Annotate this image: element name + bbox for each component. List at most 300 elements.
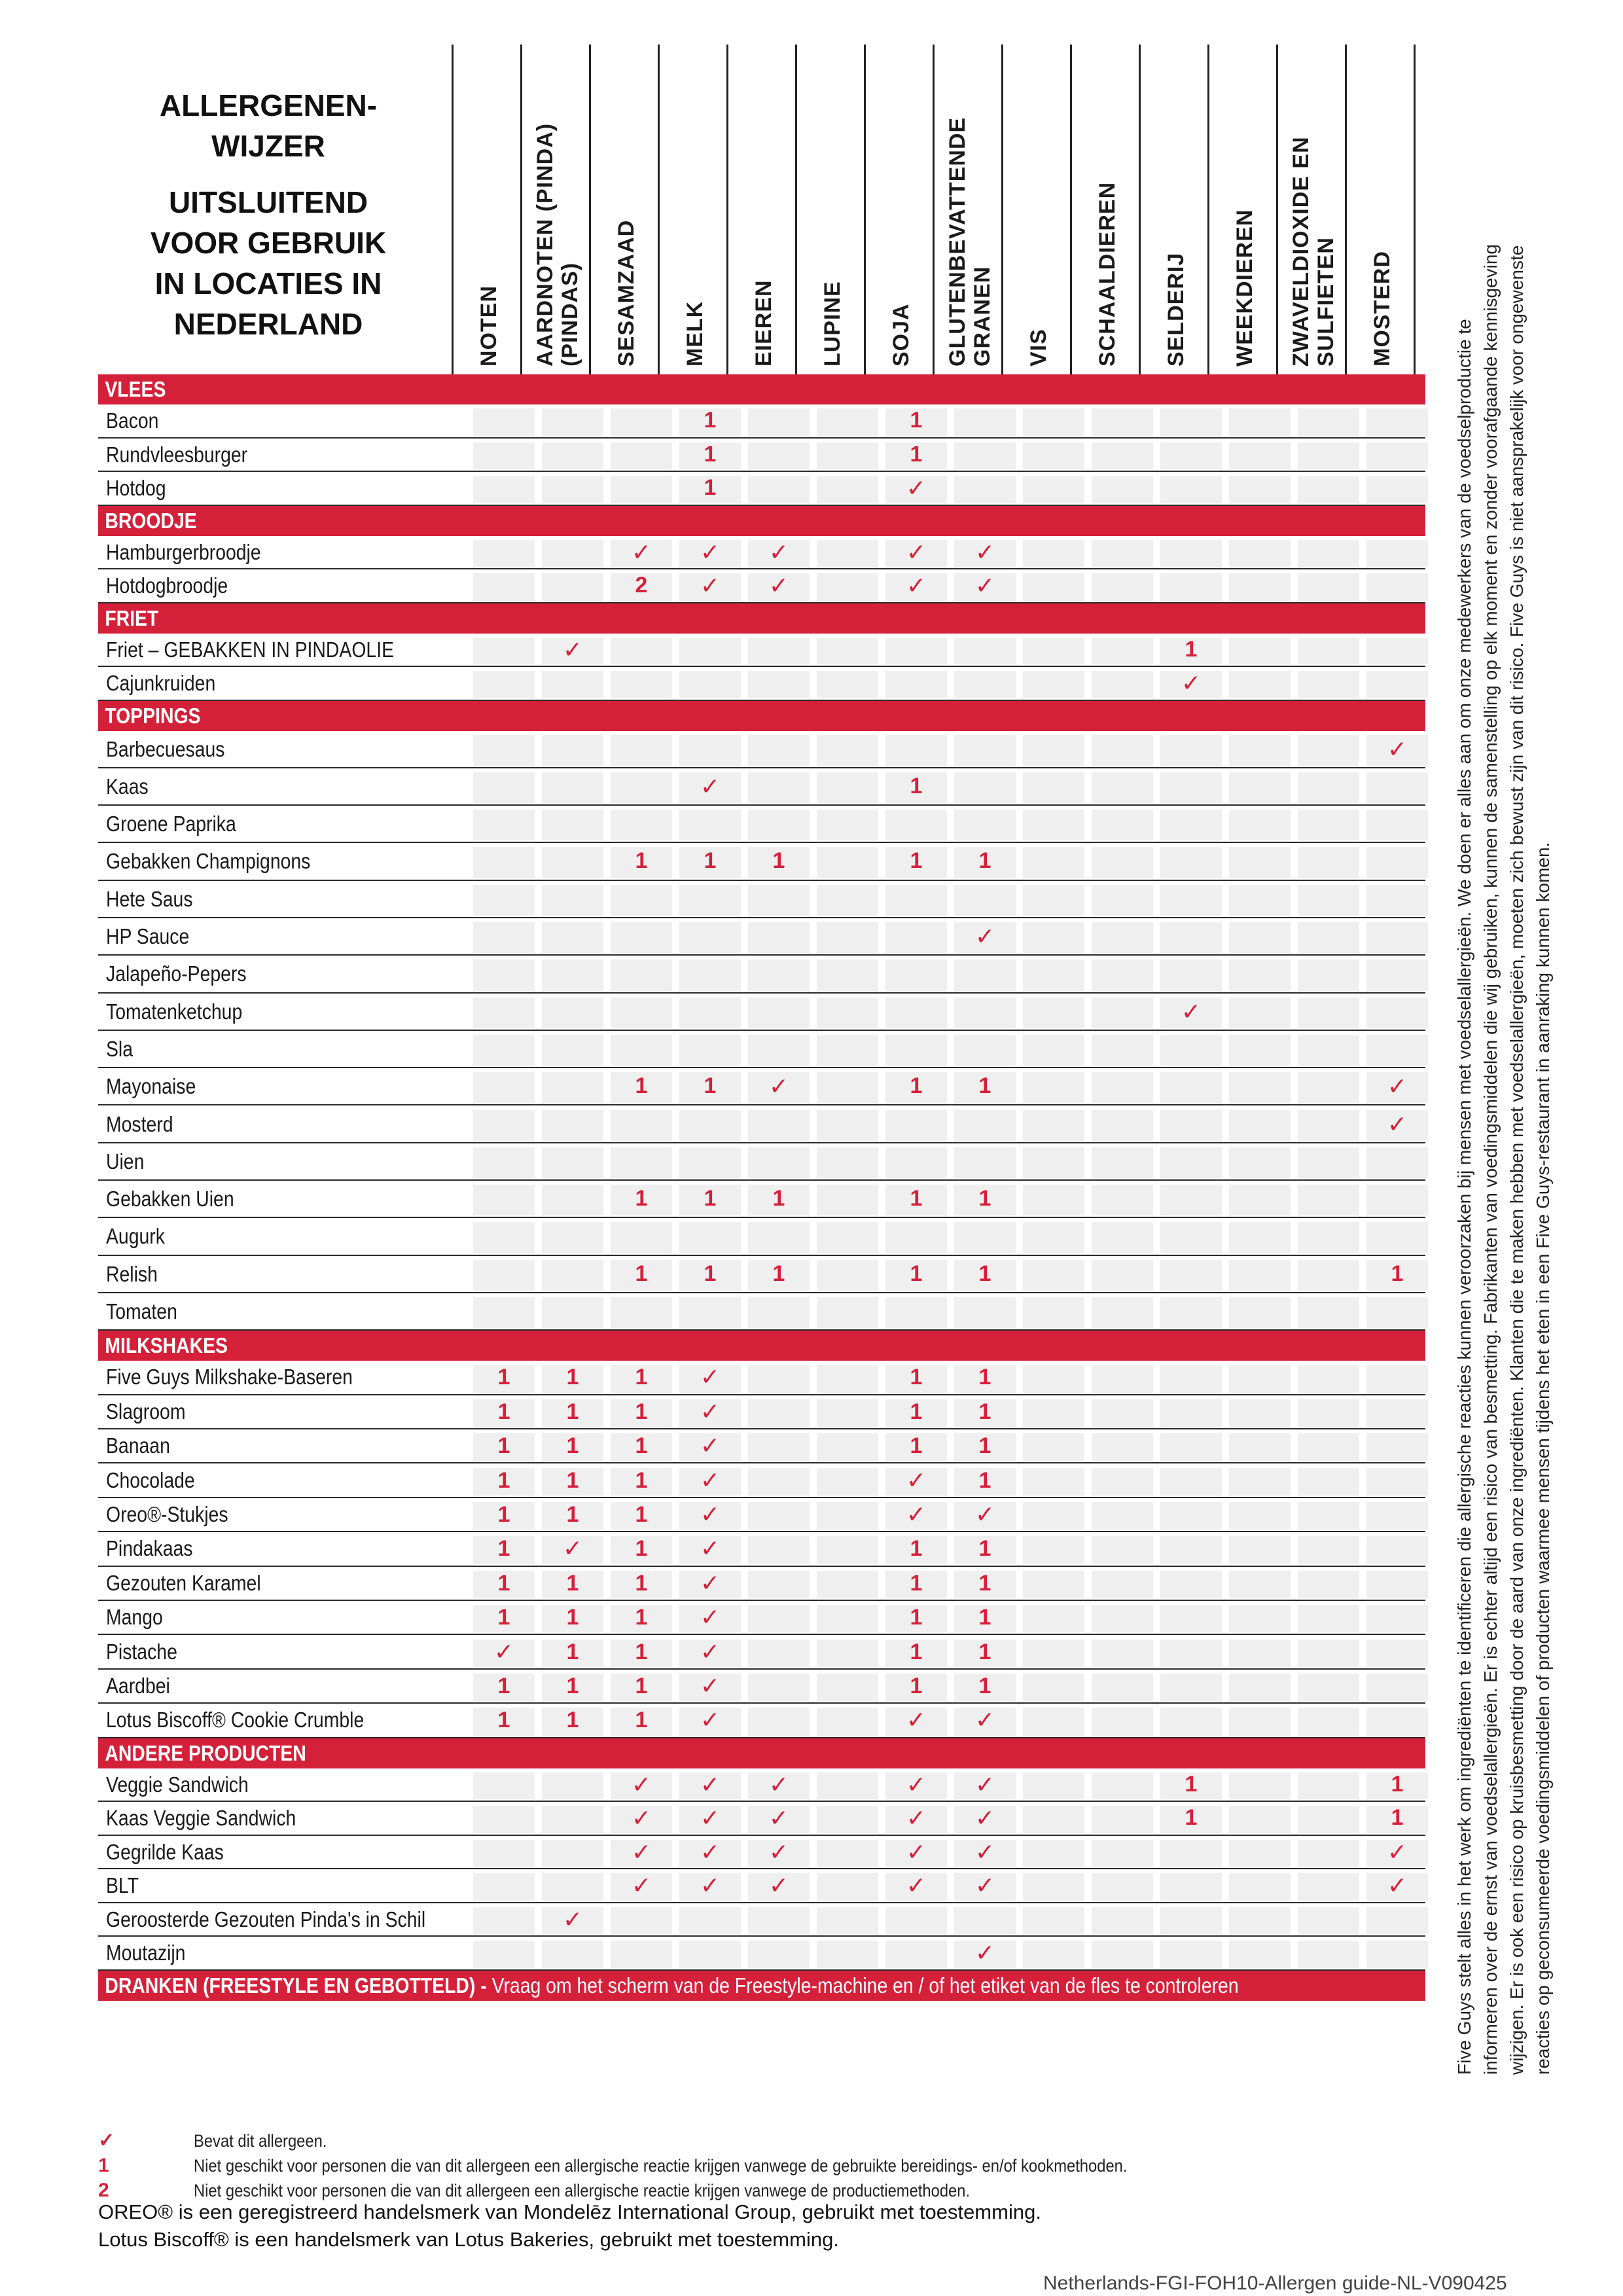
- allergen-cell: [954, 997, 1016, 1028]
- allergen-cell: [954, 637, 1016, 665]
- allergen-cell: [817, 1260, 878, 1291]
- allergen-cell: [542, 476, 603, 503]
- row-label: Cajunkruiden: [106, 671, 216, 695]
- allergen-cell: [1229, 1873, 1291, 1901]
- allergen-code: 1: [978, 1536, 991, 1562]
- allergen-code: 1: [704, 475, 717, 500]
- table-row: [98, 1567, 1425, 1601]
- table-row: [98, 439, 1425, 473]
- allergen-cell: [885, 1110, 947, 1141]
- allergen-code: 1: [910, 1570, 923, 1596]
- allergen-cell: [1160, 1840, 1222, 1867]
- allergen-code: 1: [497, 1501, 510, 1527]
- allergen-cell: [1023, 1772, 1084, 1800]
- allergen-cell: [748, 772, 810, 803]
- column-divider: [795, 45, 797, 374]
- allergen-code: 1: [910, 1639, 923, 1664]
- allergen-code: 1: [497, 1605, 510, 1630]
- allergen-cell: [611, 476, 672, 503]
- row-label: Kaas Veggie Sandwich: [106, 1806, 296, 1831]
- allergen-cell: [817, 772, 878, 803]
- allergen-code: 1: [497, 1570, 510, 1596]
- allergen-cell: [817, 1433, 878, 1461]
- check-icon: ✓: [562, 636, 583, 663]
- allergen-cell: [1023, 408, 1084, 436]
- allergen-column-headers: [452, 45, 1425, 374]
- table-row: [98, 536, 1425, 570]
- allergen-cell: [1298, 1222, 1359, 1253]
- allergen-cell: [1092, 1674, 1153, 1701]
- allergen-cell: [1160, 540, 1222, 567]
- check-icon: ✓: [1181, 670, 1202, 696]
- allergen-code: 1: [978, 1639, 991, 1664]
- allergen-cell: [1160, 1035, 1222, 1066]
- allergen-cell: [679, 1110, 741, 1141]
- allergen-cell: [1298, 408, 1359, 436]
- allergen-cell: [1092, 476, 1153, 503]
- allergen-cell: [1298, 1433, 1359, 1461]
- allergen-cell: [748, 1297, 810, 1328]
- check-icon: ✓: [906, 1500, 927, 1528]
- column-divider: [452, 45, 454, 374]
- allergen-cell: [1023, 1399, 1084, 1427]
- allergen-cell: [748, 637, 810, 665]
- check-icon: ✓: [631, 1838, 652, 1865]
- allergen-cell: [1366, 810, 1428, 840]
- row-label: Aardbei: [106, 1673, 170, 1698]
- allergen-cell: [1366, 637, 1428, 665]
- allergen-cell: [748, 1605, 810, 1632]
- allergen-cell: [1229, 735, 1291, 766]
- row-label: Oreo®-Stukjes: [106, 1501, 228, 1526]
- column-header: [1276, 45, 1345, 374]
- allergen-cell: [1160, 1222, 1222, 1253]
- allergen-code: 1: [1391, 1805, 1404, 1831]
- allergen-cell: [542, 540, 603, 567]
- allergen-cell: [1366, 772, 1428, 803]
- allergen-cell: [1229, 1840, 1291, 1867]
- check-icon: ✓: [768, 572, 789, 599]
- allergen-cell: [1160, 1536, 1222, 1564]
- allergen-code: 1: [1391, 1771, 1404, 1797]
- allergen-cell: [1298, 1571, 1359, 1598]
- allergen-cell: [1023, 1035, 1084, 1066]
- allergen-cell: [817, 476, 878, 503]
- allergen-cell: [1366, 1536, 1428, 1564]
- column-divider: [520, 45, 522, 374]
- table-row: [98, 1181, 1425, 1218]
- row-label: Tomatenketchup: [106, 999, 243, 1024]
- allergen-cell: [1160, 1260, 1222, 1291]
- row-label: Gebakken Champignons: [106, 849, 311, 874]
- allergen-cell: [885, 997, 947, 1028]
- allergen-cell: [1023, 1222, 1084, 1253]
- check-icon: ✓: [906, 1466, 927, 1494]
- row-label: Sla: [106, 1036, 134, 1061]
- check-icon: ✓: [700, 1838, 721, 1865]
- allergen-code: 1: [910, 1073, 923, 1099]
- allergen-code: 1: [635, 1639, 648, 1664]
- allergen-cell: [817, 885, 878, 916]
- allergen-cell: [1092, 1873, 1153, 1901]
- allergen-code: 1: [497, 1467, 510, 1493]
- allergen-cell: [1092, 1772, 1153, 1800]
- allergen-code: 1: [497, 1708, 510, 1733]
- allergen-code: 1: [910, 441, 923, 467]
- allergen-cell: [611, 885, 672, 916]
- allergen-cell: [1023, 476, 1084, 503]
- legend-symbol: 1: [98, 2155, 109, 2176]
- row-label: Gegrilde Kaas: [106, 1839, 224, 1864]
- check-icon: ✓: [906, 1872, 927, 1899]
- allergen-cell: [1229, 1772, 1291, 1800]
- allergen-cell: [1160, 1571, 1222, 1598]
- allergen-code: 1: [910, 1673, 923, 1698]
- allergen-cell: [748, 1222, 810, 1253]
- table-row: [98, 1802, 1425, 1836]
- check-icon: ✓: [974, 1939, 995, 1967]
- allergen-cell: [1298, 1297, 1359, 1328]
- check-icon: ✓: [768, 1073, 789, 1100]
- check-icon: ✓: [700, 1706, 721, 1734]
- table-row: [98, 1498, 1425, 1532]
- allergen-code: 1: [910, 1365, 923, 1390]
- allergen-cell: [1023, 1468, 1084, 1496]
- allergen-cell: [1366, 671, 1428, 698]
- table-row: [98, 918, 1425, 956]
- allergen-cell: [1023, 1941, 1084, 1968]
- check-icon: ✓: [974, 1804, 995, 1832]
- row-label: Bacon: [106, 408, 159, 433]
- allergen-cell: [1298, 810, 1359, 840]
- check-icon: ✓: [974, 1706, 995, 1734]
- allergen-code: 1: [635, 848, 648, 874]
- allergen-cell: [817, 1536, 878, 1564]
- allergen-cell: [542, 1260, 603, 1291]
- allergen-cell: [817, 1640, 878, 1667]
- row-label: Banaan: [106, 1433, 170, 1458]
- check-icon: ✓: [700, 1500, 721, 1528]
- row-label: Hete Saus: [106, 886, 193, 911]
- allergen-cell: [1298, 922, 1359, 953]
- allergen-cell: [1092, 1536, 1153, 1564]
- check-icon: ✓: [974, 1872, 995, 1899]
- allergen-cell: [473, 1806, 535, 1833]
- allergen-cell: [885, 671, 947, 698]
- title-line-4: VOOR GEBRUIK: [150, 226, 387, 260]
- column-header-label: EIEREN: [751, 279, 776, 367]
- allergen-cell: [611, 997, 672, 1028]
- allergen-cell: [1298, 1907, 1359, 1935]
- allergen-cell: [542, 810, 603, 840]
- check-icon: ✓: [700, 1363, 721, 1391]
- allergen-cell: [817, 1806, 878, 1833]
- title-line-5: IN LOCATIES IN: [154, 266, 382, 300]
- allergen-code: 1: [910, 848, 923, 874]
- table-row: [98, 881, 1425, 918]
- allergen-cell: [817, 671, 878, 698]
- allergen-cell: [817, 810, 878, 840]
- allergen-cell: [1229, 997, 1291, 1028]
- title-line-2: WIJZER: [211, 129, 325, 163]
- table-row: [98, 1704, 1425, 1738]
- row-label: Groene Paprika: [106, 812, 236, 836]
- allergen-cell: [1229, 1147, 1291, 1178]
- check-icon: ✓: [906, 1706, 927, 1734]
- allergen-cell: [1229, 476, 1291, 503]
- allergen-cell: [1092, 772, 1153, 803]
- allergen-code: 1: [566, 1570, 579, 1596]
- allergen-code: 1: [635, 1433, 648, 1459]
- allergen-cell: [817, 1468, 878, 1496]
- allergen-cell: [1298, 1110, 1359, 1141]
- row-label: Hotdogbroodje: [106, 573, 228, 598]
- allergen-cell: [679, 922, 741, 953]
- allergen-cell: [1298, 1605, 1359, 1632]
- allergen-cell: [1366, 1708, 1428, 1735]
- allergen-cell: [611, 922, 672, 953]
- table-row: [98, 768, 1425, 806]
- allergen-cell: [1023, 540, 1084, 567]
- allergen-cell: [542, 1941, 603, 1968]
- row-label: Uien: [106, 1149, 145, 1174]
- allergen-cell: [473, 1840, 535, 1867]
- allergen-cell: [1092, 408, 1153, 436]
- allergen-cell: [1023, 847, 1084, 878]
- allergen-cell: [748, 408, 810, 436]
- allergen-cell: [954, 810, 1016, 840]
- allergen-cell: [1160, 1399, 1222, 1427]
- title-line-3: UITSLUITEND: [168, 185, 368, 219]
- allergen-cell: [1229, 1806, 1291, 1833]
- column-header-label: AARDNOTEN (PINDA) (PINDAS): [532, 122, 582, 367]
- check-icon: ✓: [906, 1770, 927, 1798]
- column-divider: [864, 45, 866, 374]
- allergen-cell: [679, 997, 741, 1028]
- allergen-code: 1: [978, 1399, 991, 1424]
- allergen-cell: [542, 1806, 603, 1833]
- allergen-cell: [1366, 1035, 1428, 1066]
- allergen-cell: [817, 1772, 878, 1800]
- allergen-cell: [1023, 1433, 1084, 1461]
- allergen-cell: [1229, 1110, 1291, 1141]
- allergen-cell: [542, 573, 603, 601]
- allergen-cell: [817, 1072, 878, 1103]
- allergen-cell: [817, 540, 878, 567]
- check-icon: ✓: [700, 1466, 721, 1494]
- allergen-cell: [1023, 772, 1084, 803]
- column-header: [795, 45, 864, 374]
- allergen-cell: [473, 671, 535, 698]
- allergen-code: 1: [497, 1536, 510, 1562]
- allergen-cell: [1229, 540, 1291, 567]
- allergen-cell: [473, 1147, 535, 1178]
- check-icon: ✓: [98, 2130, 115, 2151]
- allergen-cell: [1298, 1640, 1359, 1667]
- table-row: [98, 472, 1425, 506]
- row-label: Lotus Biscoff® Cookie Crumble: [106, 1708, 365, 1732]
- check-icon: ✓: [974, 538, 995, 565]
- row-label: Augurk: [106, 1224, 165, 1249]
- allergen-cell: [1160, 573, 1222, 601]
- allergen-cell: [1023, 922, 1084, 953]
- allergen-code: 1: [704, 441, 717, 467]
- allergen-cell: [1023, 1185, 1084, 1215]
- row-label: Gebakken Uien: [106, 1187, 234, 1211]
- check-icon: ✓: [700, 1672, 721, 1699]
- check-icon: ✓: [974, 1838, 995, 1865]
- allergen-code: 1: [1185, 636, 1198, 662]
- allergen-code: 1: [1185, 1805, 1198, 1831]
- check-icon: ✓: [700, 1397, 721, 1425]
- allergen-cell: [1366, 1365, 1428, 1392]
- allergen-cell: [1092, 1502, 1153, 1530]
- allergen-cell: [1023, 1365, 1084, 1392]
- allergen-cell: [1160, 1640, 1222, 1667]
- column-header: [658, 45, 726, 374]
- check-icon: ✓: [493, 1638, 514, 1665]
- allergen-cell: [748, 1536, 810, 1564]
- allergen-cell: [817, 1708, 878, 1735]
- allergen-cell: [611, 1110, 672, 1141]
- allergen-cell: [1366, 1502, 1428, 1530]
- allergen-cell: [679, 1907, 741, 1935]
- section-title: BROODJE: [105, 508, 197, 533]
- allergen-cell: [748, 1502, 810, 1530]
- allergen-cell: [1092, 1147, 1153, 1178]
- row-label: Friet – GEBAKKEN IN PINDAOLIE: [106, 637, 395, 662]
- table-row: [98, 1532, 1425, 1566]
- allergen-cell: [1160, 1365, 1222, 1392]
- allergen-cell: [1092, 1571, 1153, 1598]
- row-label: Chocolade: [106, 1467, 195, 1492]
- table-row: [98, 1293, 1425, 1331]
- allergen-cell: [954, 960, 1016, 990]
- allergen-cell: [1160, 922, 1222, 953]
- allergen-code: 1: [978, 1605, 991, 1630]
- allergen-cell: [748, 735, 810, 766]
- allergen-cell: [817, 735, 878, 766]
- allergen-cell: [1023, 1536, 1084, 1564]
- check-icon: ✓: [906, 1804, 927, 1832]
- allergen-cell: [748, 1399, 810, 1427]
- allergen-cell: [1229, 442, 1291, 470]
- column-divider: [726, 45, 728, 374]
- drinks-row: [98, 1971, 1425, 2001]
- allergen-cell: [817, 922, 878, 953]
- allergen-cell: [1298, 1840, 1359, 1867]
- allergen-cell: [473, 637, 535, 665]
- table-row: [98, 1218, 1425, 1255]
- allergen-cell: [1298, 1072, 1359, 1103]
- allergen-cell: [542, 1873, 603, 1901]
- allergen-code: 1: [635, 1261, 648, 1286]
- row-label: Relish: [106, 1261, 158, 1286]
- allergen-cell: [748, 810, 810, 840]
- column-header-label: WEEKDIEREN: [1232, 209, 1257, 367]
- allergen-cell: [1366, 1222, 1428, 1253]
- allergen-code: 1: [566, 1365, 579, 1390]
- allergen-cell: [1298, 1674, 1359, 1701]
- allergen-code: 1: [566, 1467, 579, 1493]
- allergen-code: 1: [704, 1186, 717, 1211]
- allergen-cell: [1229, 885, 1291, 916]
- allergen-cell: [748, 1110, 810, 1141]
- allergen-cell: [817, 960, 878, 990]
- allergen-code: 1: [635, 1399, 648, 1424]
- lotus-trademark: Lotus Biscoff® is een handelsmerk van Lotus Bakeries, gebruikt met toestemming.: [98, 2228, 839, 2251]
- allergen-cell: [1160, 1468, 1222, 1496]
- allergen-cell: [1023, 1640, 1084, 1667]
- allergen-cell: [1229, 772, 1291, 803]
- check-icon: ✓: [1387, 735, 1408, 762]
- allergen-cell: [679, 1297, 741, 1328]
- allergen-cell: [1298, 1941, 1359, 1968]
- allergen-cell: [1160, 1110, 1222, 1141]
- allergen-cell: [954, 1147, 1016, 1178]
- allergen-cell: [1366, 1185, 1428, 1215]
- allergen-cell: [1160, 1072, 1222, 1103]
- check-icon: ✓: [1387, 1110, 1408, 1138]
- allergen-cell: [1160, 1708, 1222, 1735]
- allergen-cell: [1023, 885, 1084, 916]
- allergen-cell: [1298, 735, 1359, 766]
- allergen-code: 1: [910, 773, 923, 798]
- table-row: [98, 843, 1425, 880]
- check-icon: ✓: [1387, 1838, 1408, 1865]
- check-icon: ✓: [700, 1432, 721, 1460]
- allergen-cell: [1229, 1571, 1291, 1598]
- row-label: Jalapeño-Pepers: [106, 961, 247, 986]
- column-header-label: SELDERIJ: [1163, 252, 1188, 367]
- allergen-cell: [1092, 885, 1153, 916]
- allergen-cell: [748, 671, 810, 698]
- section-title: FRIET: [105, 605, 159, 630]
- legend-text: Bevat dit allergeen.: [194, 2131, 327, 2151]
- allergen-cell: [542, 1840, 603, 1867]
- allergen-cell: [817, 1907, 878, 1935]
- allergen-cell: [473, 960, 535, 990]
- allergen-cell: [1160, 1147, 1222, 1178]
- allergen-cell: [542, 960, 603, 990]
- allergen-code: 1: [978, 1073, 991, 1099]
- allergen-cell: [1023, 637, 1084, 665]
- check-icon: ✓: [906, 475, 927, 501]
- allergen-cell: [1023, 1806, 1084, 1833]
- allergen-code: 1: [635, 1708, 648, 1733]
- allergen-cell: [1229, 1941, 1291, 1968]
- check-icon: ✓: [562, 1535, 583, 1562]
- allergen-code: 1: [635, 1073, 648, 1099]
- allergen-code: 1: [910, 1186, 923, 1211]
- allergen-cell: [611, 772, 672, 803]
- allergen-cell: [817, 1110, 878, 1141]
- allergen-cell: [1160, 960, 1222, 990]
- title-line-1: ALLERGENEN-: [159, 88, 378, 122]
- allergen-cell: [817, 997, 878, 1028]
- table-row: [98, 404, 1425, 439]
- allergen-cell: [817, 1674, 878, 1701]
- allergen-cell: [473, 1873, 535, 1901]
- allergen-cell: [954, 442, 1016, 470]
- row-label: Barbecuesaus: [106, 736, 225, 761]
- allergen-cell: [473, 1110, 535, 1141]
- allergen-cell: [611, 960, 672, 990]
- allergen-cell: [611, 1035, 672, 1066]
- allergen-cell: [748, 442, 810, 470]
- allergen-cell: [473, 922, 535, 953]
- column-header: [520, 45, 589, 374]
